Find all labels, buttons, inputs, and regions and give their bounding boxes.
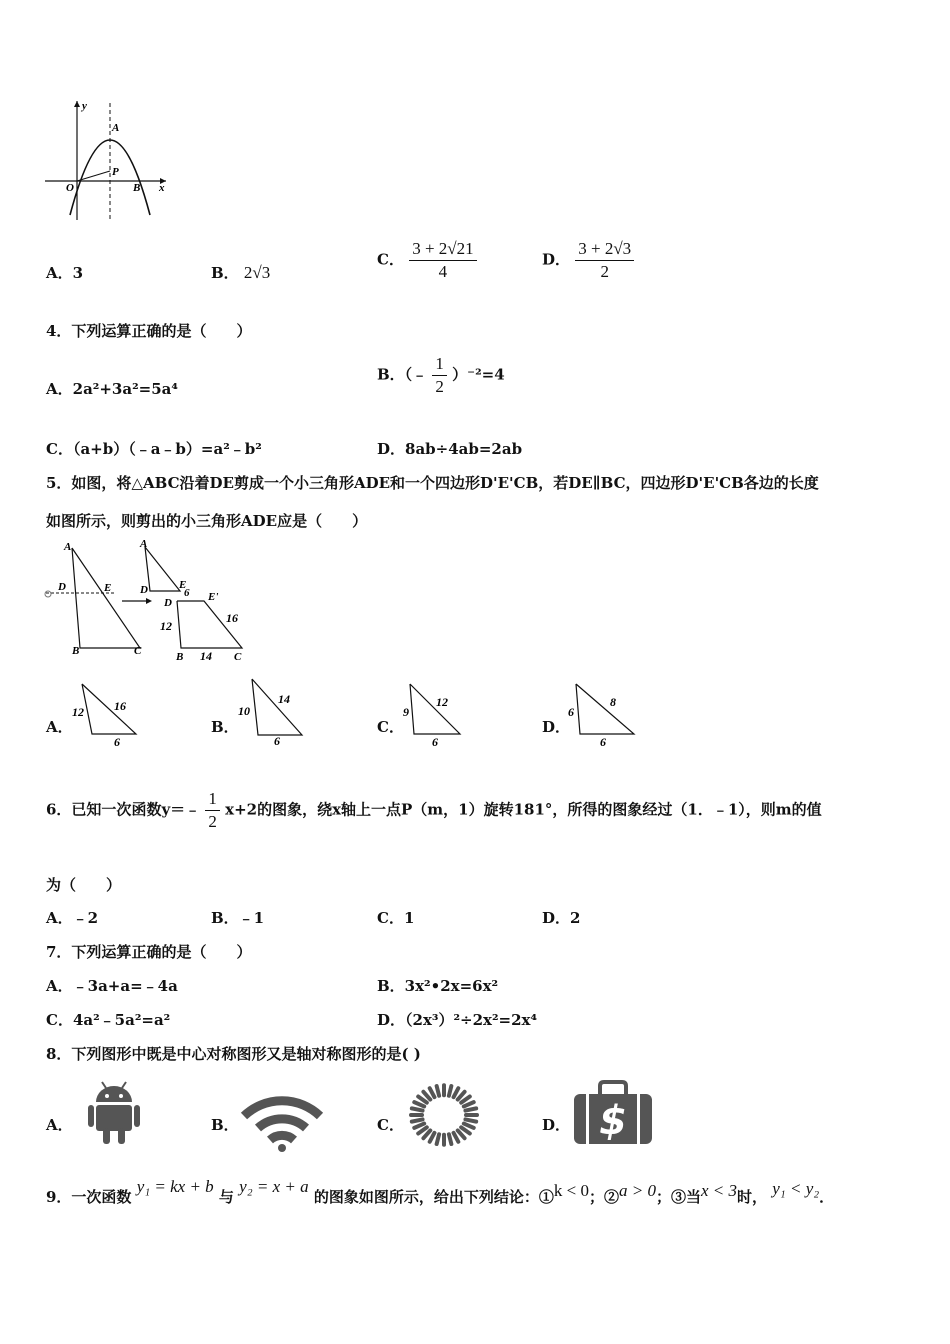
- sunburst-ray: [458, 1092, 465, 1100]
- q5-fig-c3: C: [234, 651, 242, 663]
- q7-option-d[interactable]: D．（2x³）²÷2x²=2x⁴: [377, 1011, 538, 1029]
- q5-fig-a: A: [64, 541, 72, 553]
- q5-option-d-triangle: [566, 680, 638, 748]
- sunburst-ray: [437, 1134, 439, 1144]
- q8-option-c[interactable]: C．: [377, 1116, 404, 1134]
- q5-fig-c: C: [134, 645, 142, 657]
- q5-c-bottom: 6: [432, 735, 438, 748]
- sunburst-ray: [412, 1119, 423, 1121]
- q5-fig-de: 6: [184, 587, 190, 599]
- q5-fig-e2: E: [179, 579, 187, 591]
- sunburst-ray: [465, 1108, 476, 1110]
- sunburst-ray: [414, 1102, 424, 1106]
- q4-option-a[interactable]: A．2a²+3a²=5a⁴: [46, 380, 178, 398]
- sunburst-ray: [430, 1088, 435, 1097]
- q5-fig-d3: D: [164, 597, 172, 609]
- q5-a-right: 16: [114, 699, 126, 713]
- q5-option-c[interactable]: C．: [377, 718, 404, 736]
- sunburst-ray: [465, 1119, 476, 1121]
- q3-option-d[interactable]: D． $\frac{3 + 2√3}{2}$: [542, 238, 634, 283]
- q3-option-b[interactable]: B． 2√3: [211, 263, 271, 282]
- q5-fig-d: D: [58, 581, 66, 593]
- graph-label-y: y: [82, 100, 87, 112]
- q7-stem: 7．下列运算正确的是（ ）: [46, 943, 252, 961]
- sunburst-ray: [430, 1133, 435, 1142]
- q5-a-left: 12: [72, 705, 84, 719]
- q5-d-right: 8: [610, 695, 616, 709]
- q6-option-d[interactable]: D．2: [542, 909, 581, 927]
- sunburst-ray: [423, 1092, 430, 1100]
- q7-option-a[interactable]: A．﹣3a+a=﹣4a: [46, 977, 178, 995]
- q6-stem-line2: 为（ ）: [46, 876, 122, 894]
- q5-stem-line2: 如图所示，则剪出的小三角形ADE应是（ ）: [46, 512, 368, 530]
- q8-option-b[interactable]: B．: [211, 1116, 239, 1134]
- parabola-graph: [40, 95, 170, 225]
- q7-option-b[interactable]: B．3x²•2x=6x²: [377, 977, 499, 995]
- q5-fig-bottom: 14: [200, 649, 212, 663]
- q4-option-d[interactable]: D．8ab÷4ab=2ab: [377, 440, 523, 458]
- sunburst-ray: [464, 1124, 474, 1128]
- q5-c-left: 9: [403, 705, 409, 719]
- q3-option-a[interactable]: A．3: [46, 264, 84, 282]
- q5-fig-b: B: [72, 645, 80, 657]
- sunburst-ray: [414, 1124, 424, 1128]
- q5-b-right: 14: [278, 692, 290, 706]
- q5-fig-e3: E': [208, 591, 219, 603]
- sunburst-ray: [449, 1086, 451, 1096]
- q5-fig-b3: B: [176, 651, 184, 663]
- q5-d-bottom: 6: [600, 735, 606, 748]
- q5-figure: [42, 538, 252, 663]
- sunburst-ray: [412, 1108, 423, 1110]
- q3-option-c[interactable]: C． $\frac{3 + 2√21}{4}$: [377, 238, 477, 283]
- q5-fig-right: 16: [226, 611, 238, 625]
- sunburst-ray: [437, 1086, 439, 1096]
- q5-fig-a2: A: [140, 538, 148, 550]
- briefcase-dollar-icon: [572, 1080, 654, 1146]
- q5-b-left: 10: [238, 704, 250, 718]
- graph-label-p: P: [112, 166, 119, 178]
- sunburst-ray: [458, 1130, 465, 1138]
- q5-fig-e: E: [104, 582, 112, 594]
- sunburst-ray: [418, 1127, 427, 1133]
- q8-option-d[interactable]: D．: [542, 1116, 571, 1134]
- sunburst-ray: [461, 1127, 470, 1133]
- q4-stem: 4．下列运算正确的是（ ）: [46, 322, 252, 340]
- sunburst-ray: [423, 1130, 430, 1138]
- q5-b-bottom: 6: [274, 734, 280, 747]
- q5-option-d[interactable]: D．: [542, 718, 571, 736]
- sunburst-icon: [402, 1080, 486, 1150]
- dollar-sign: $: [599, 1098, 627, 1144]
- q5-option-a[interactable]: A．: [46, 718, 73, 736]
- q5-fig-left: 12: [160, 619, 172, 633]
- q8-option-a[interactable]: A．: [46, 1116, 73, 1134]
- q6-stem-line1: 6．已知一次函数y＝﹣ $\frac{1}{2}$ x+2的图象，绕x轴上一点P（m，1）旋转181°，所得的图象经过（1．﹣1），则m的值: [46, 789, 822, 831]
- q9-stem: 9．一次函数 y₁ = kx + b 与 y₂ = x + a 的图象如图所示，给出下列结论：①k < 0；②a > 0；③当x < 3时， y₁ < y₂．: [46, 1177, 835, 1206]
- q5-option-a-triangle: [70, 680, 140, 748]
- sunburst-ray: [454, 1133, 459, 1142]
- q5-c-right: 12: [436, 695, 448, 709]
- q5-stem-line1: 5．如图，将△ABC沿着DE剪成一个小三角形ADE和一个四边形D'E'CB，若DE∥BC，四边形D'E'CB各边的长度: [46, 474, 819, 492]
- sunburst-ray: [464, 1102, 474, 1106]
- wifi-icon: [240, 1088, 324, 1152]
- q6-option-c[interactable]: C．1: [377, 909, 415, 927]
- q8-stem: 8．下列图形中既是中心对称图形又是轴对称图形的是( ): [46, 1045, 421, 1063]
- q4-option-c[interactable]: C．（a+b）（﹣a﹣b）=a²﹣b²: [46, 440, 262, 458]
- graph-label-b: B: [133, 182, 141, 194]
- graph-label-x: x: [159, 182, 165, 194]
- q6-option-b[interactable]: B．﹣1: [211, 909, 265, 927]
- android-icon: [88, 1078, 140, 1146]
- q5-option-b-triangle: [236, 675, 306, 747]
- q7-option-c[interactable]: C．4a²﹣5a²=a²: [46, 1011, 171, 1029]
- graph-label-o: O: [66, 182, 74, 194]
- sunburst-ray: [449, 1134, 451, 1144]
- q5-option-c-triangle: [400, 680, 465, 748]
- q6-option-a[interactable]: A．﹣2: [46, 909, 99, 927]
- q5-a-bottom: 6: [114, 735, 120, 748]
- q4-option-b[interactable]: B．（﹣ $\frac{1}{2}$ ）⁻²=4: [377, 354, 505, 396]
- q5-d-left: 6: [568, 705, 574, 719]
- graph-label-a: A: [112, 122, 120, 134]
- q5-fig-d2: D: [140, 584, 148, 596]
- sunburst-ray: [454, 1088, 459, 1097]
- q5-option-b[interactable]: B．: [211, 718, 239, 736]
- sunburst-ray: [461, 1096, 470, 1102]
- sunburst-ray: [418, 1096, 427, 1102]
